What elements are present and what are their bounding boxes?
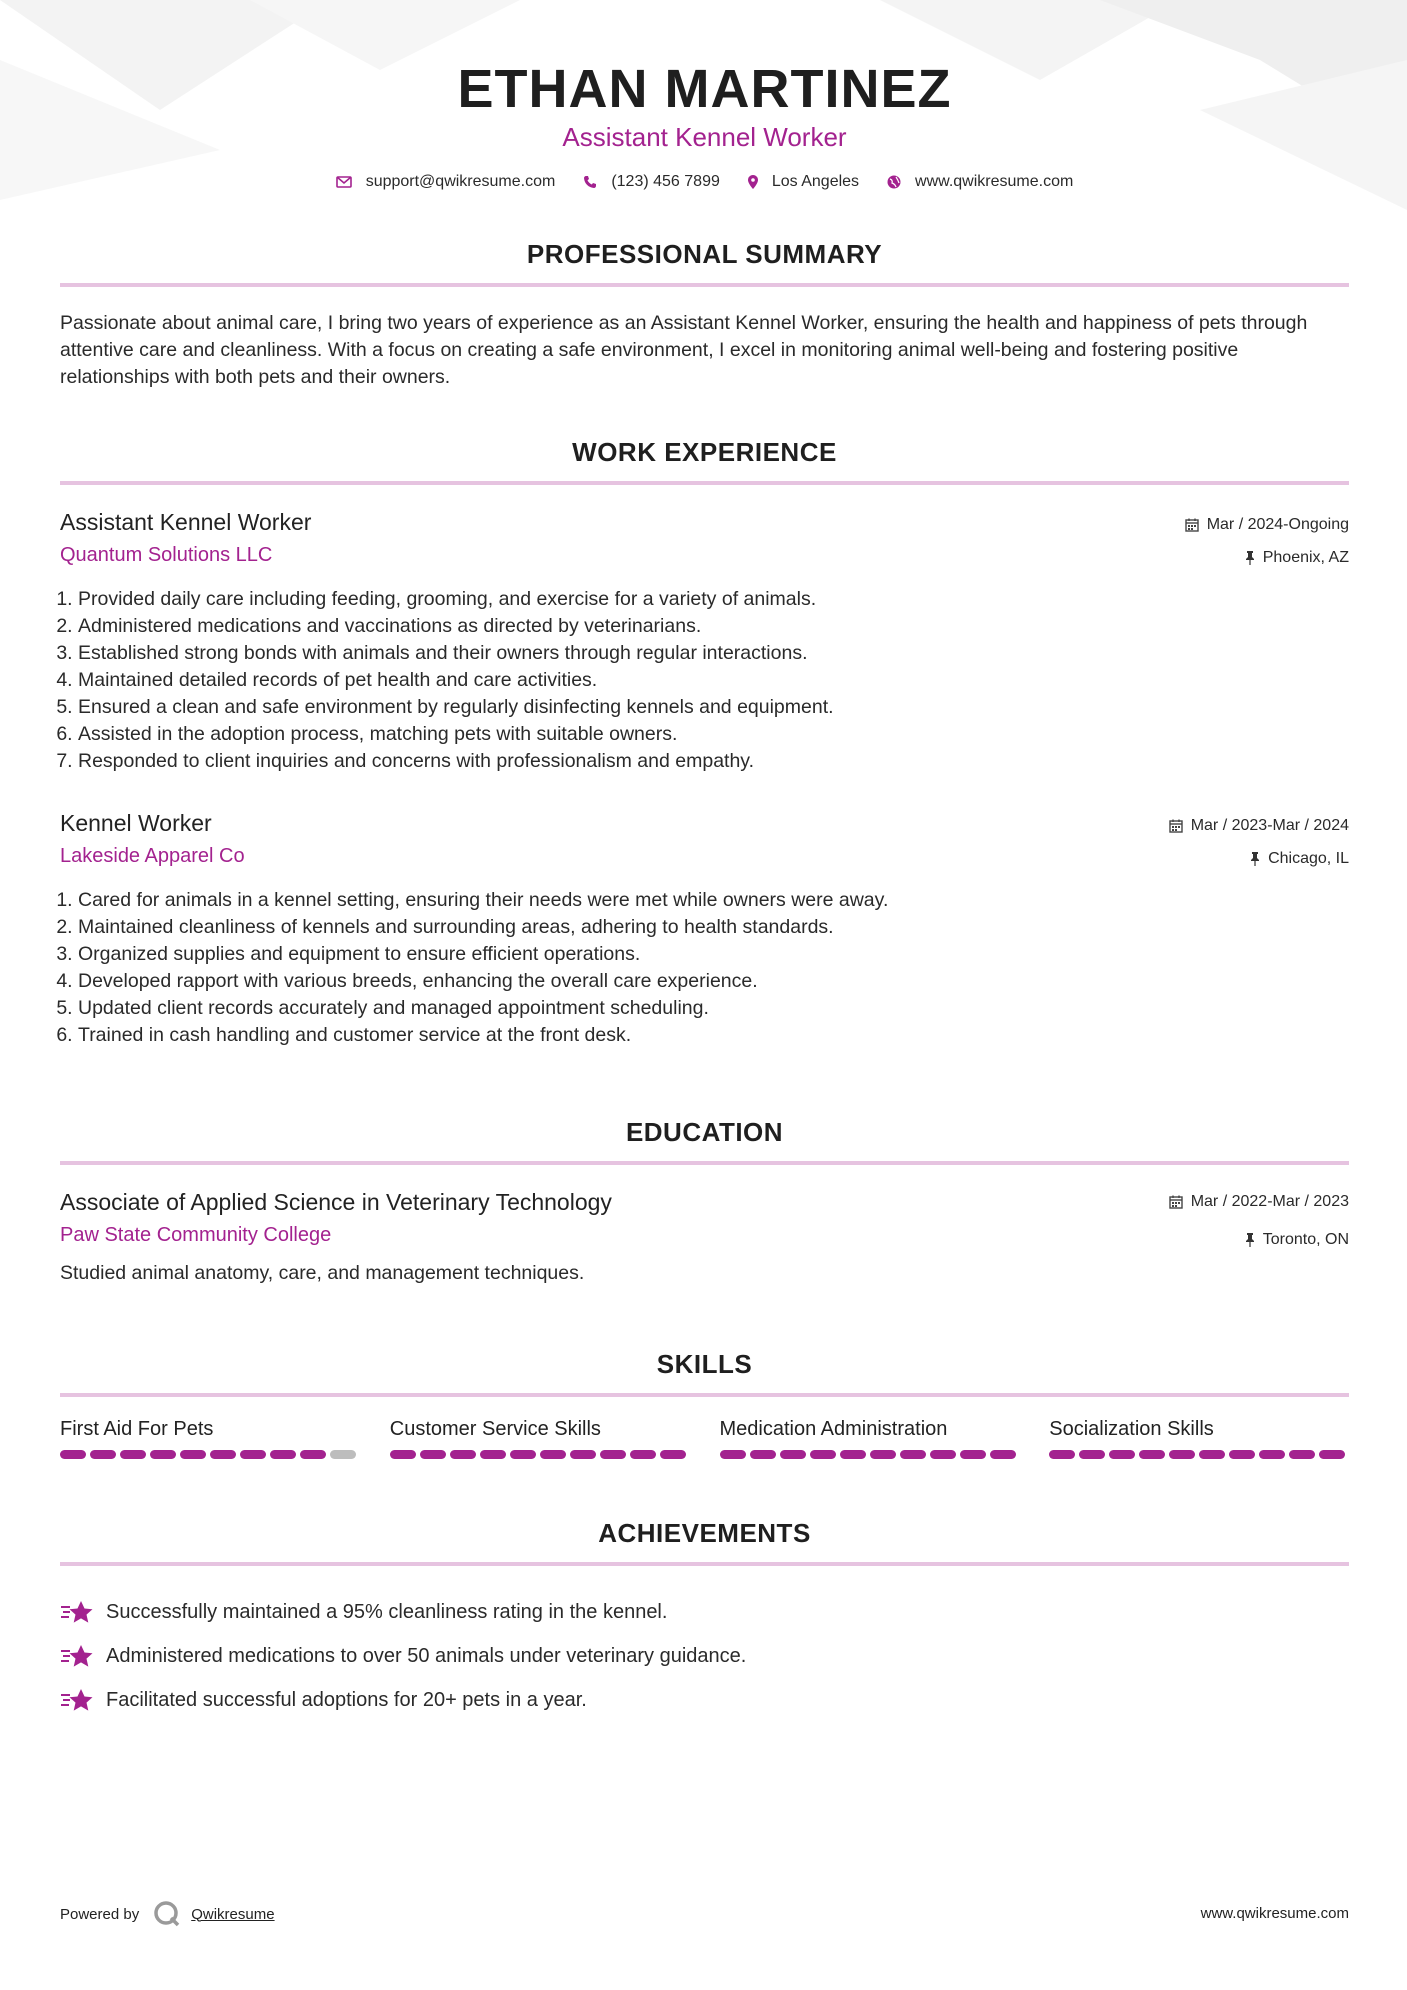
skill-segment-filled bbox=[1199, 1450, 1225, 1459]
achievement-text: Facilitated successful adoptions for 20+ pets in a year. bbox=[106, 1688, 587, 1711]
school-name: Paw State Community College bbox=[60, 1224, 332, 1246]
skill-segment-filled bbox=[1139, 1450, 1165, 1459]
achievement-item bbox=[60, 1590, 1349, 1634]
skill-level-bar bbox=[390, 1450, 690, 1459]
section-heading-education: EDUCATION bbox=[625, 1117, 784, 1147]
skill-segment-filled bbox=[960, 1450, 986, 1459]
achievement-item bbox=[60, 1678, 1349, 1722]
education-dates bbox=[1169, 1193, 1349, 1211]
envelope-icon bbox=[336, 176, 352, 188]
skill-segment-filled bbox=[270, 1450, 296, 1459]
job-dates-text: Mar / 2024-Ongoing bbox=[1206, 516, 1349, 533]
skill-segment-filled bbox=[750, 1450, 776, 1459]
list-item: 7. Responded to client inquiries and concerns with professionalism and empathy. bbox=[78, 748, 1278, 775]
skill-segment-filled bbox=[150, 1450, 176, 1459]
job-location-text: Phoenix, AZ bbox=[1262, 549, 1349, 566]
summary-text: Passionate about animal care, I bring two years of experience as an Assistant Kennel Worker, ensuring the health and happiness of pets through attentive care and cleanliness. With a focus on creating a safe environment, I excel in monitoring animal well-being and fostering positive relationships with both pets and their owners. bbox=[60, 312, 1308, 388]
contact-phone-text: (123) 456 7899 bbox=[611, 173, 720, 190]
section-heading-skills: SKILLS bbox=[656, 1349, 753, 1379]
list-item: 5. Updated client records accurately and managed appointment scheduling. bbox=[78, 995, 1278, 1022]
job-location bbox=[1250, 850, 1349, 868]
list-item: 6. Assisted in the adoption process, matching pets with suitable owners. bbox=[78, 721, 1278, 748]
phone-icon bbox=[583, 175, 597, 189]
skill-name: Socialization Skills bbox=[1049, 1418, 1214, 1440]
star-icon bbox=[60, 1599, 94, 1625]
section-divider bbox=[60, 1562, 1349, 1566]
skill-segment-filled bbox=[510, 1450, 536, 1459]
list-item: 4. Developed rapport with various breeds, enhancing the overall care experience. bbox=[78, 968, 1278, 995]
skill-segment-filled bbox=[600, 1450, 626, 1459]
qwikresume-link[interactable]: Qwikresume bbox=[191, 1905, 275, 1923]
calendar-icon bbox=[1169, 1195, 1183, 1209]
job-company: Lakeside Apparel Co bbox=[60, 845, 245, 867]
achievement-item bbox=[60, 1634, 1349, 1678]
skill-segment-filled bbox=[300, 1450, 326, 1459]
skill-segment-filled bbox=[420, 1450, 446, 1459]
skill-segment-filled bbox=[1319, 1450, 1345, 1459]
skill-segment-filled bbox=[1289, 1450, 1315, 1459]
list-item: 3. Organized supplies and equipment to ensure efficient operations. bbox=[78, 941, 1278, 968]
section-divider bbox=[60, 1161, 1349, 1165]
skill-name: First Aid For Pets bbox=[60, 1418, 214, 1440]
skill-segment-filled bbox=[120, 1450, 146, 1459]
degree-title: Associate of Applied Science in Veterinary Technology bbox=[60, 1189, 612, 1215]
skill-segment-filled bbox=[810, 1450, 836, 1459]
contact-email[interactable] bbox=[336, 173, 556, 191]
pin-icon bbox=[1245, 551, 1255, 565]
job-duties-list bbox=[60, 887, 1278, 1049]
skill-segment-filled bbox=[930, 1450, 956, 1459]
contact-email-text: support@qwikresume.com bbox=[365, 173, 556, 190]
candidate-name: ETHAN MARTINEZ bbox=[457, 59, 952, 119]
calendar-icon bbox=[1169, 819, 1183, 833]
powered-by-label: Powered by bbox=[60, 1905, 140, 1923]
contact-location bbox=[748, 173, 859, 191]
skill-name: Customer Service Skills bbox=[389, 1418, 601, 1440]
globe-icon bbox=[887, 175, 901, 189]
skill-segment-filled bbox=[1049, 1450, 1075, 1459]
contact-location-text: Los Angeles bbox=[771, 173, 860, 190]
skill-item bbox=[720, 1418, 1020, 1459]
job-location bbox=[1245, 549, 1349, 567]
education-description: Studied animal anatomy, care, and management techniques. bbox=[60, 1262, 585, 1284]
skill-segment-filled bbox=[90, 1450, 116, 1459]
skill-segment-filled bbox=[1229, 1450, 1255, 1459]
achievement-text: Administered medications to over 50 animals under veterinary guidance. bbox=[106, 1644, 747, 1667]
skill-segment-filled bbox=[1259, 1450, 1285, 1459]
skill-level-bar bbox=[1049, 1450, 1349, 1459]
skill-segment-filled bbox=[840, 1450, 866, 1459]
skill-segment-filled bbox=[1109, 1450, 1135, 1459]
skill-segment-filled bbox=[450, 1450, 476, 1459]
section-heading-summary: PROFESSIONAL SUMMARY bbox=[526, 239, 883, 269]
job-dates bbox=[1169, 817, 1349, 835]
footer-powered-by bbox=[60, 1900, 275, 1928]
job-dates bbox=[1185, 516, 1349, 534]
job-title: Assistant Kennel Worker bbox=[60, 509, 312, 535]
skill-segment-filled bbox=[180, 1450, 206, 1459]
education-location bbox=[1245, 1231, 1349, 1249]
skill-segment-filled bbox=[900, 1450, 926, 1459]
skill-segment-filled bbox=[540, 1450, 566, 1459]
list-item: 5. Ensured a clean and safe environment by regularly disinfecting kennels and equipment. bbox=[78, 694, 1278, 721]
skill-segment-filled bbox=[990, 1450, 1016, 1459]
achievements-list bbox=[60, 1590, 1349, 1722]
skills-list bbox=[60, 1418, 1349, 1459]
section-divider bbox=[60, 283, 1349, 287]
star-icon bbox=[60, 1687, 94, 1713]
skill-item bbox=[60, 1418, 360, 1459]
list-item: 2. Administered medications and vaccinations as directed by veterinarians. bbox=[78, 613, 1278, 640]
map-marker-icon bbox=[748, 175, 758, 189]
skill-segment-filled bbox=[870, 1450, 896, 1459]
calendar-icon bbox=[1185, 518, 1199, 532]
list-item: 2. Maintained cleanliness of kennels and surrounding areas, adhering to health standards. bbox=[78, 914, 1278, 941]
job-location-text: Chicago, IL bbox=[1268, 850, 1349, 867]
skill-segment-filled bbox=[570, 1450, 596, 1459]
skill-item bbox=[390, 1418, 690, 1459]
skill-segment-empty bbox=[330, 1450, 356, 1459]
skill-segment-filled bbox=[720, 1450, 746, 1459]
pin-icon bbox=[1250, 852, 1260, 866]
skill-segment-filled bbox=[630, 1450, 656, 1459]
skill-item bbox=[1049, 1418, 1349, 1459]
qwikresume-logo-icon bbox=[153, 1900, 181, 1928]
skill-segment-filled bbox=[390, 1450, 416, 1459]
list-item: 1. Cared for animals in a kennel setting, ensuring their needs were met while owners were away. bbox=[78, 887, 1278, 914]
job-dates-text: Mar / 2023-Mar / 2024 bbox=[1190, 817, 1349, 834]
contact-phone[interactable] bbox=[583, 173, 720, 191]
footer-website[interactable]: www.qwikresume.com bbox=[1200, 1905, 1349, 1922]
contact-website-text: www.qwikresume.com bbox=[915, 173, 1074, 190]
skill-segment-filled bbox=[480, 1450, 506, 1459]
education-location-text: Toronto, ON bbox=[1262, 1231, 1349, 1248]
contact-website[interactable] bbox=[887, 173, 1073, 191]
skill-level-bar bbox=[720, 1450, 1020, 1459]
star-icon bbox=[60, 1643, 94, 1669]
skill-segment-filled bbox=[210, 1450, 236, 1459]
section-heading-achievements: ACHIEVEMENTS bbox=[598, 1518, 811, 1548]
pin-icon bbox=[1245, 1233, 1255, 1247]
job-company: Quantum Solutions LLC bbox=[60, 544, 273, 566]
contact-bar bbox=[60, 173, 1349, 191]
skill-segment-filled bbox=[60, 1450, 86, 1459]
list-item: 6. Trained in cash handling and customer service at the front desk. bbox=[78, 1022, 1278, 1049]
section-divider bbox=[60, 481, 1349, 485]
job-title: Kennel Worker bbox=[60, 810, 212, 836]
section-heading-experience: WORK EXPERIENCE bbox=[572, 437, 837, 467]
job-duties-list bbox=[60, 586, 1278, 775]
achievement-text: Successfully maintained a 95% cleanliness rating in the kennel. bbox=[106, 1600, 668, 1623]
skill-segment-filled bbox=[660, 1450, 686, 1459]
skill-name: Medication Administration bbox=[719, 1418, 948, 1440]
list-item: 3. Established strong bonds with animals and their owners through regular interactions. bbox=[78, 640, 1278, 667]
section-divider bbox=[60, 1393, 1349, 1397]
skill-segment-filled bbox=[780, 1450, 806, 1459]
skill-level-bar bbox=[60, 1450, 360, 1459]
skill-segment-filled bbox=[240, 1450, 266, 1459]
list-item: 1. Provided daily care including feeding, grooming, and exercise for a variety of animals. bbox=[78, 586, 1278, 613]
skill-segment-filled bbox=[1169, 1450, 1195, 1459]
candidate-title: Assistant Kennel Worker bbox=[562, 122, 847, 152]
skill-segment-filled bbox=[1079, 1450, 1105, 1459]
list-item: 4. Maintained detailed records of pet health and care activities. bbox=[78, 667, 1278, 694]
education-dates-text: Mar / 2022-Mar / 2023 bbox=[1190, 1193, 1349, 1210]
